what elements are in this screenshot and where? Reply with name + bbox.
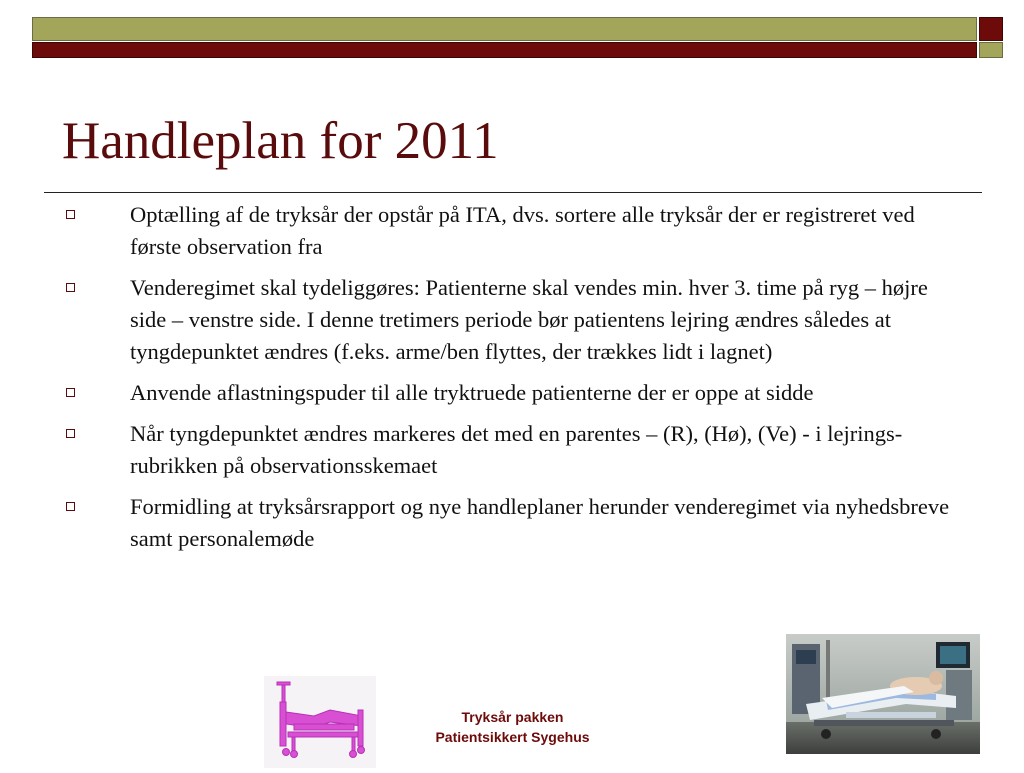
- footer-caption: [395, 707, 630, 747]
- bullet-item: [62, 377, 962, 409]
- bullet-text: Anvende aflastningspuder til alle tryktruede patienterne der er oppe at sidde: [130, 380, 814, 405]
- bullet-text: Optælling af de tryksår der opstår på ITA, dvs. sortere alle tryksår der er registreret ved første observation fra: [130, 202, 915, 259]
- maroon-bar: [32, 42, 977, 58]
- bullet-list: [62, 199, 962, 564]
- slide-title: Handleplan for 2011: [62, 112, 499, 170]
- bullet-item: [62, 418, 962, 482]
- bullet-text: Venderegimet skal tydeliggøres: Patienterne skal vendes min. hver 3. time på ryg – højre side – venstre side. I denne tretimers periode bør patientens lejring ændres således at tyngdepunktet ændres (f.eks. arme/ben flyttes, der trækkes lidt i lagnet): [130, 275, 928, 364]
- decorative-header-bars: [0, 0, 1024, 62]
- square-bullet-icon: [66, 388, 75, 397]
- icu-patient-photo: [786, 634, 980, 754]
- maroon-square: [979, 17, 1003, 41]
- square-bullet-icon: [66, 210, 75, 219]
- hospital-bed-icon: [264, 676, 376, 768]
- footer-line-2: Patientsikkert Sygehus: [435, 729, 590, 745]
- olive-bar: [32, 17, 977, 41]
- square-bullet-icon: [66, 502, 75, 511]
- bullet-item: [62, 199, 962, 263]
- bullet-text: Når tyngdepunktet ændres markeres det med en parentes – (R), (Hø), (Ve) - i lejrings-rubrikken på observationsskemaet: [130, 421, 903, 478]
- bullet-item: [62, 272, 962, 368]
- title-divider: [44, 192, 982, 193]
- olive-square: [979, 42, 1003, 58]
- square-bullet-icon: [66, 283, 75, 292]
- bullet-item: [62, 491, 962, 555]
- footer-line-1: Tryksår pakken: [461, 709, 564, 725]
- square-bullet-icon: [66, 429, 75, 438]
- bullet-text: Formidling at tryksårsrapport og nye handleplaner herunder venderegimet via nyhedsbreve samt personalemøde: [130, 494, 950, 551]
